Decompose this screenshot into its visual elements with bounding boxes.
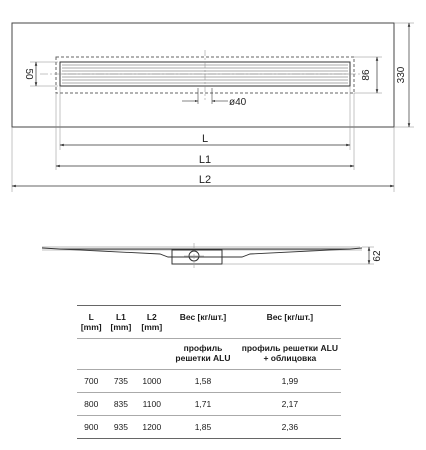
dim-L-label: L <box>201 133 209 145</box>
cell-L2: 1000 <box>136 370 167 393</box>
cell-weight-alu-cladding: 2,36 <box>239 416 341 439</box>
header-L: L [mm] <box>77 306 105 339</box>
cell-L2: 1200 <box>136 416 167 439</box>
header-L1: L1 [mm] <box>105 306 136 339</box>
cell-L2: 1100 <box>136 393 167 416</box>
cell-weight-alu-cladding: 2,17 <box>239 393 341 416</box>
dim-62-label: 62 <box>372 250 383 262</box>
header-weight-2: Вес [кг/шт.] <box>239 306 341 339</box>
dim-50-label: 50 <box>23 68 34 80</box>
cell-L1: 735 <box>105 370 136 393</box>
table-row <box>77 416 341 439</box>
spec-table-header <box>77 306 341 339</box>
dim-L2-label: L2 <box>198 174 212 186</box>
cell-L1: 835 <box>105 393 136 416</box>
cell-L: 900 <box>77 416 105 439</box>
header-weight-1: Вес [кг/шт.] <box>167 306 238 339</box>
header-L2: L2 [mm] <box>136 306 167 339</box>
cell-weight-alu: 1,71 <box>167 393 238 416</box>
dim-diameter-label: ø40 <box>229 97 247 108</box>
spec-table-subheader <box>77 339 341 370</box>
cell-L1: 935 <box>105 416 136 439</box>
table-row <box>77 370 341 393</box>
subheader-L2 <box>136 339 167 370</box>
subheader-weight-alu-cladding: профиль решетки ALU + облицовка <box>239 339 341 370</box>
subheader-L <box>77 339 105 370</box>
dim-330-label: 330 <box>396 66 407 84</box>
spec-table <box>77 305 341 439</box>
cell-L: 700 <box>77 370 105 393</box>
outer-plate <box>12 23 394 127</box>
cell-weight-alu: 1,85 <box>167 416 238 439</box>
subheader-L1 <box>105 339 136 370</box>
dim-86-label: 86 <box>361 69 372 81</box>
dim-L1-label: L1 <box>198 154 212 166</box>
cell-weight-alu: 1,58 <box>167 370 238 393</box>
side-view <box>42 243 374 268</box>
subheader-weight-alu: профиль решетки ALU <box>167 339 238 370</box>
top-view <box>12 23 414 192</box>
cell-weight-alu-cladding: 1,99 <box>239 370 341 393</box>
cell-L: 800 <box>77 393 105 416</box>
table-row <box>77 393 341 416</box>
